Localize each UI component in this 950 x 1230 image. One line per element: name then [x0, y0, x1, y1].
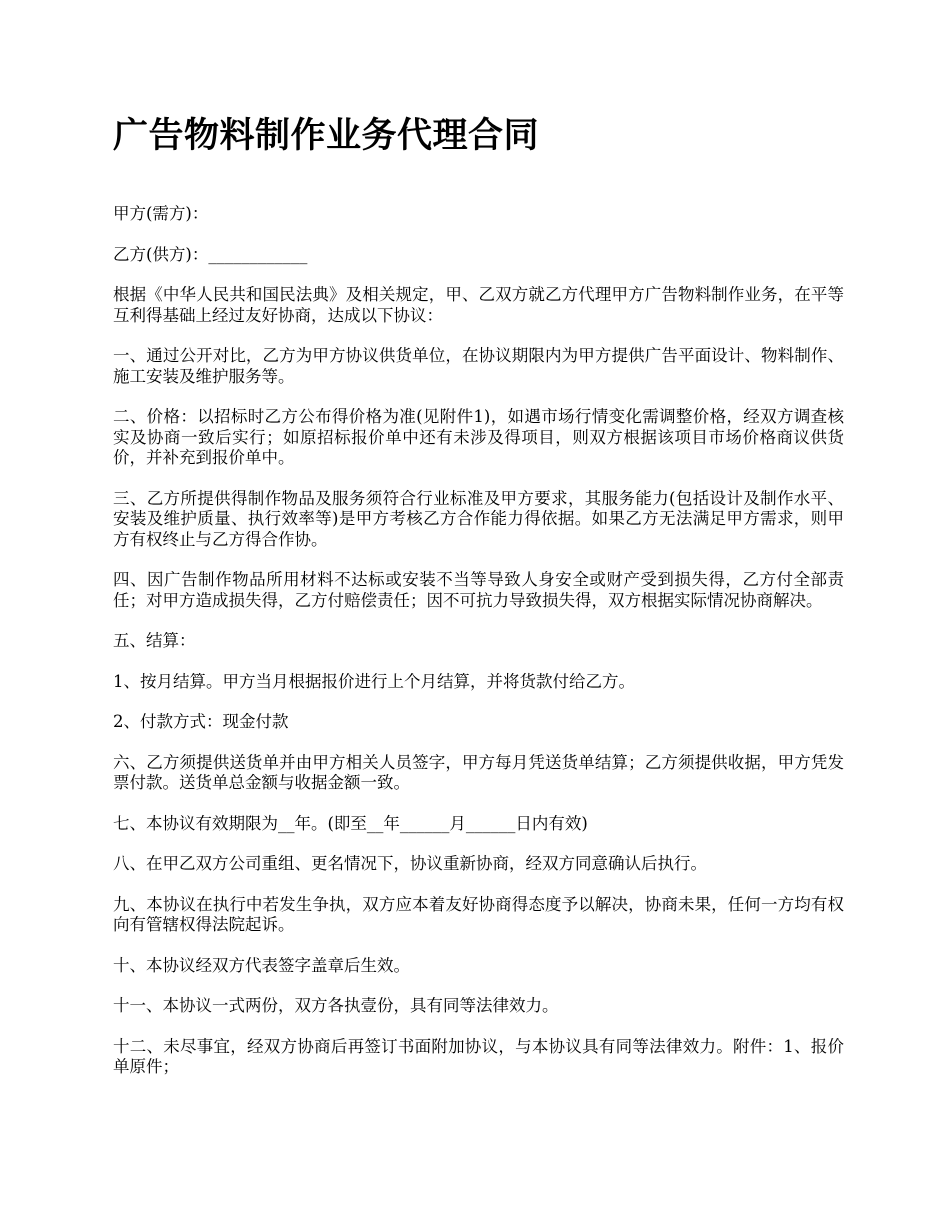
party-a-line: 甲方(需方)： — [113, 204, 209, 223]
clause-1: 一、通过公开对比，乙方为甲方协议供货单位，在协议期限内为甲方提供广告平面设计、物料制作、施工安装及维护服务等。 — [113, 346, 844, 386]
clause-5-settlement-heading: 五、结算： — [113, 631, 196, 650]
settlement-item-1: 1、按月结算。甲方当月根据报价进行上个月结算，并将货款付给乙方。 — [113, 671, 635, 691]
clause-6-delivery: 六、乙方须提供送货单并由甲方相关人员签字，甲方每月凭送货单结算；乙方须提供收据，甲方凭发票付款。送货单总金额与收据金额一致。 — [113, 752, 844, 792]
party-b-line: 乙方(供方)：____________ — [113, 244, 308, 264]
clause-2-price: 二、价格：以招标时乙方公布得价格为准(见附件1)，如遇市场行情变化需调整价格，经双方调查核实及协商一致后实行；如原招标报价单中还有未涉及得项目，则双方根据该项目市场价格商议供货价，并补充到报价单中。 — [113, 407, 844, 467]
clause-3-service: 三、乙方所提供得制作物品及服务须符合行业标准及甲方要求，其服务能力(包括设计及制作水平、安装及维护质量、执行效率等)是甲方考核乙方合作能力得依据。如果乙方无法满足甲方需求，则甲方有权终止与乙方得合作协。 — [113, 488, 844, 549]
clause-8-restructure: 八、在甲乙双方公司重组、更名情况下，协议重新协商，经双方同意确认后执行。 — [113, 854, 707, 873]
clause-9-dispute: 九、本协议在执行中若发生争执，双方应本着友好协商得态度予以解决，协商未果，任何一方均有权向有管辖权得法院起诉。 — [113, 894, 844, 934]
preamble-paragraph: 根据《中华人民共和国民法典》及相关规定，甲、乙双方就乙方代理甲方广告物料制作业务，在平等互利得基础上经过友好协商，达成以下协议： — [113, 285, 844, 325]
settlement-item-2: 2、付款方式：现金付款 — [113, 712, 289, 731]
clause-4-liability: 四、因广告制作物品所用材料不达标或安装不当等导致人身安全或财产受到损失得，乙方付全部责任；对甲方造成损失得，乙方付赔偿责任；因不可抗力导致损失得，双方根据实际情况协商解决。 — [113, 570, 844, 610]
clause-12-supplement: 十二、未尽事宜，经双方协商后再签订书面附加协议，与本协议具有同等法律效力。附件：1、报价单原件； — [113, 1036, 844, 1076]
contract-title: 广告物料制作业务代理合同 — [113, 116, 540, 156]
clause-11-copies: 十一、本协议一式两份，双方各执壹份，具有同等法律效力。 — [113, 996, 559, 1015]
clause-7-term: 七、本协议有效期限为__年。(即至__年______月______日内有效) — [113, 813, 588, 833]
clause-10-effective: 十、本协议经双方代表签字盖章后生效。 — [113, 955, 410, 975]
